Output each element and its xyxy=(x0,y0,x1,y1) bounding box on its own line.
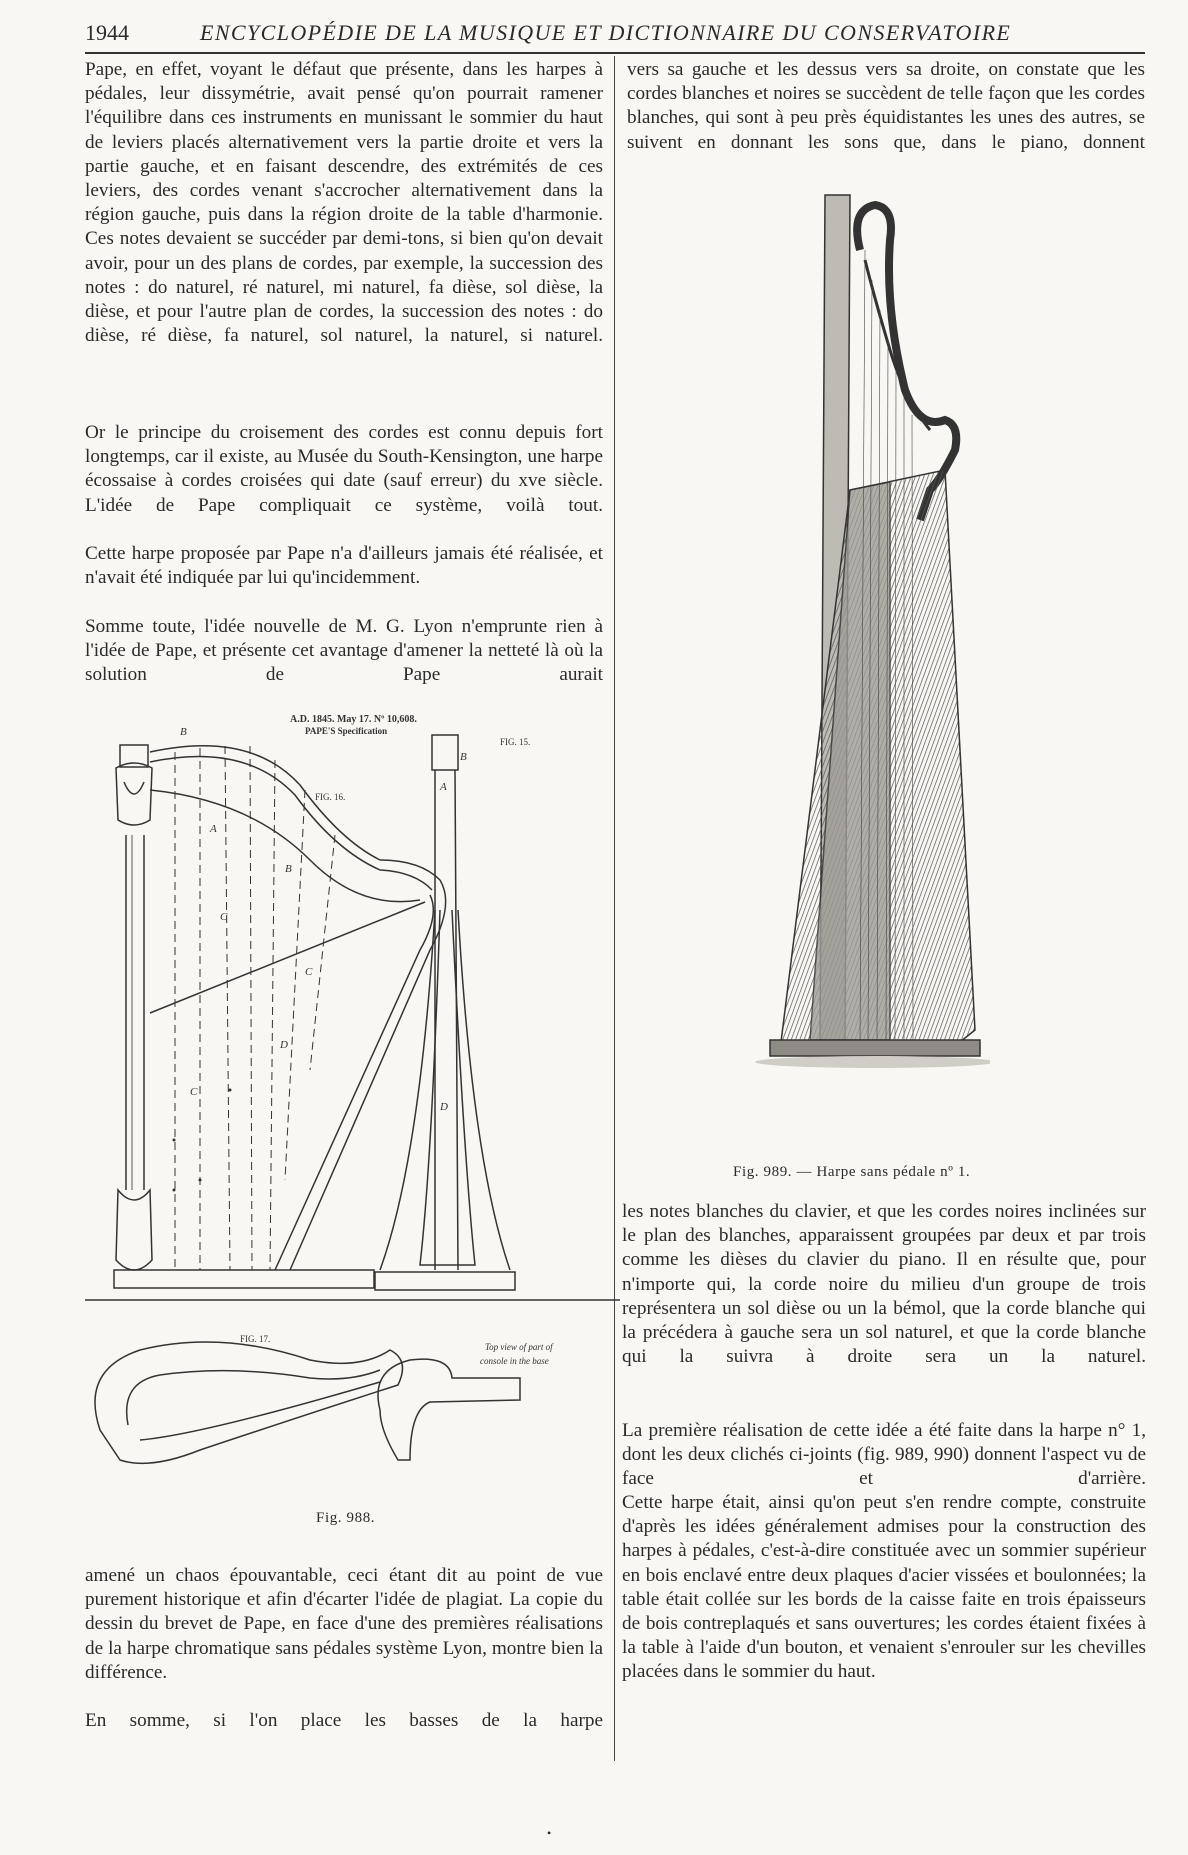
running-title: ENCYCLOPÉDIE DE LA MUSIQUE ET DICTIONNAIRE DU CONSERVATOIRE xyxy=(200,20,1012,45)
left-paragraph-3: Cette harpe proposée par Pape n'a d'ailleurs jamais été réalisée, et n'avait été indiquée par lui qu'incidemment. xyxy=(85,543,603,589)
patent-line-2: PAPE'S Specification xyxy=(305,726,388,736)
fig988-label-b1: B xyxy=(180,726,187,738)
fig988-label-a2: A xyxy=(440,781,447,793)
console-note-2: console in the base xyxy=(480,1356,549,1366)
console-note-1: Top view of part of xyxy=(485,1342,553,1352)
left-paragraph-6: En somme, si l'on place les basses de la harpe xyxy=(85,1710,603,1731)
left-paragraph-4: Somme toute, l'idée nouvelle de M. G. Lyon n'emprunte rien à l'idée de Pape, et présente cet avantage d'amener la netteté là où la solution de Pape aurait xyxy=(85,616,603,686)
left-paragraph-1: Pape, en effet, voyant le défaut que présente, dans les harpes à pédales, leur dissymétrie, avait pensé qu'on pourrait ramener l'équilibre dans ces instruments en munissant le sommier du haut de leviers placés alternativement vers la partie droite et vers la partie gauche, et en faisant descendre, des extrémités de ces leviers, des cordes venant s'accrocher alternativement dans la région gauche, puis dans la région droite de la table d'harmonie. Ces notes devaient se succéder par demi-tons, si bien qu'on devait avoir, pour un des plans de cordes, par exemple, la succession des notes : do naturel, ré naturel, mi naturel, fa dièse, sol dièse, la dièse, et pour l'autre plan de cordes, la succession des notes : do dièse, ré dièse, fa naturel, sol naturel, la naturel, si naturel. xyxy=(85,59,603,347)
fig988-label-d1: D xyxy=(280,1039,288,1051)
right-paragraph-1: vers sa gauche et les dessus vers sa droite, on constate que les cordes blanches et noires se succèdent de telle façon que les cordes blanches, qui sont à peu près équidistantes les unes des autres, se suivent en donnant les sons que, dans le piano, donnent xyxy=(627,59,1145,153)
fig17-label: FIG. 17. xyxy=(240,1334,271,1344)
figure-989-harp-engraving xyxy=(700,190,990,1090)
patent-line-1: A.D. 1845. May 17. Nº 10,608. xyxy=(290,714,417,725)
fig988-label-b3: B xyxy=(460,751,467,763)
fig16-label: FIG. 16. xyxy=(315,792,346,802)
footer-mark: • xyxy=(547,1826,552,1840)
figure-988-caption: Fig. 988. xyxy=(316,1510,376,1526)
page-number: 1944 xyxy=(85,20,129,45)
left-paragraph-2: Or le principe du croisement des cordes est connu depuis fort longtemps, car il existe, au Musée du South-Kensington, une harpe écossaise à cordes croisées qui date (sauf erreur) du xve siècle. L'idée de Pape compliquait ce système, voilà tout. xyxy=(85,422,603,516)
fig988-label-c3: C xyxy=(190,1086,198,1098)
right-paragraph-4: Cette harpe était, ainsi qu'on peut s'en rendre compte, construite d'après les idées généralement admises pour la construction des harpes à pédales, c'est-à-dire constituée avec un sommier supérieur en bois enclavé entre deux plaques d'acier vissées et boulonnées; la table était collée sur les bords de la caisse faite en trois épaisseurs de bois contreplaqués et sans ouvertures; les cordes étaient fixées à la table à l'aide d'un bouton, et venaient s'enrouler sur les chevilles placées dans le sommier du haut. xyxy=(622,1492,1146,1683)
fig988-label-d2: D xyxy=(440,1101,448,1113)
fig988-label-c1: C xyxy=(220,911,228,923)
fig988-label-a1: A xyxy=(210,823,217,835)
left-paragraph-5: amené un chaos épouvantable, ceci étant dit au point de vue purement historique et afin d'écarter l'idée de plagiat. La copie du dessin du brevet de Pape, en face d'une des premières réalisations de la harpe chromatique sans pédales système Lyon, montre bien la différence. xyxy=(85,1565,603,1683)
running-header xyxy=(85,18,1145,54)
figure-989-caption: Fig. 989. — Harpe sans pédale nº 1. xyxy=(733,1164,971,1180)
figure-988-patent-drawing xyxy=(80,710,625,1530)
fig988-label-c2: C xyxy=(305,966,313,978)
fig15-label: FIG. 15. xyxy=(500,737,531,747)
right-paragraph-3: La première réalisation de cette idée a été faite dans la harpe n° 1, dont les deux clichés ci-joints (fig. 989, 990) donnent l'aspect vu de face et d'arrière. xyxy=(622,1420,1146,1490)
right-paragraph-2: les notes blanches du clavier, et que les cordes noires inclinées sur le plan des blanches, apparaissent groupées par deux et par trois comme les dièses du clavier du piano. Il en résulte que, pour n'importe qui, la corde noire du milieu d'un groupe de trois représentera un sol dièse ou un la bémol, que la corde blanche qui la précédera à gauche sera un sol naturel, et que la corde blanche qui la suivra à droite sera un la naturel. xyxy=(622,1201,1146,1368)
fig988-label-b2: B xyxy=(285,863,292,875)
